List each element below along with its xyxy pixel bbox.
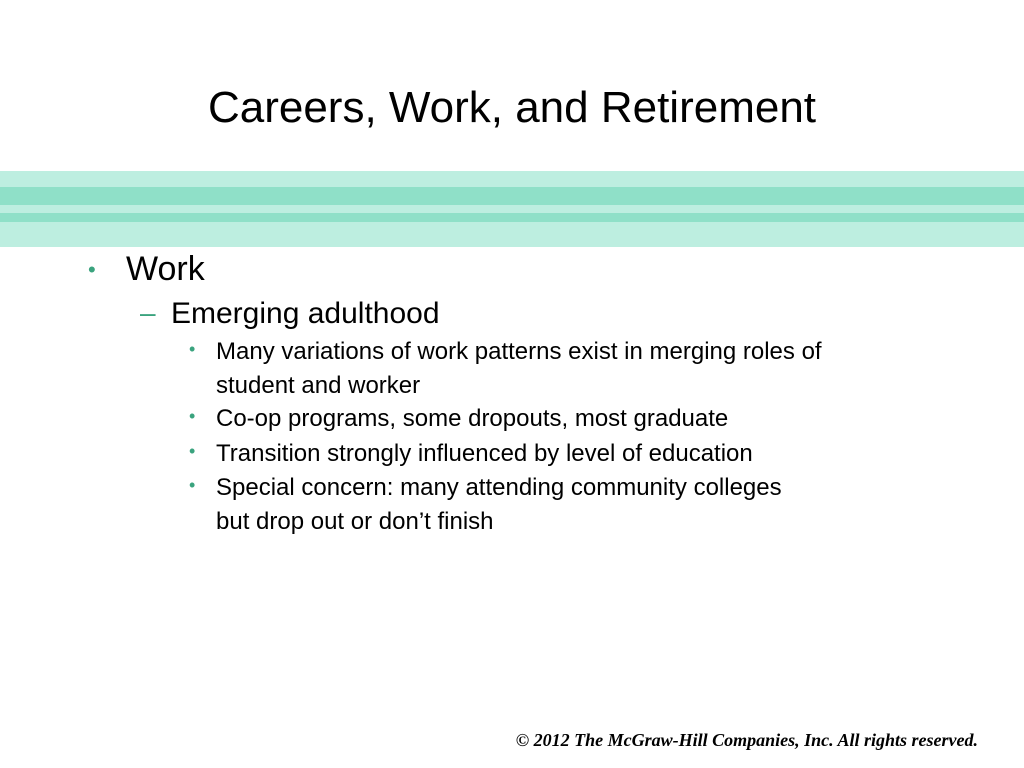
- bullet-dot-icon: •: [189, 406, 196, 426]
- bullet-text-line: Special concern: many attending community colleges: [216, 474, 782, 501]
- bullet-text-line: Transition strongly influenced by level of education: [216, 440, 753, 467]
- bullet-text-line: student and worker: [216, 372, 421, 399]
- bullet-text-line: but drop out or don’t finish: [216, 508, 494, 535]
- bullet-text: Work: [126, 250, 205, 288]
- bullet-dot-icon: •: [189, 475, 196, 495]
- dash-icon: –: [140, 297, 156, 328]
- bullet-dot-icon: •: [189, 441, 196, 461]
- bullet-text-line: Many variations of work patterns exist in merging roles of: [216, 338, 822, 365]
- bullet-dot-icon: •: [88, 257, 96, 282]
- bullet-dot-icon: •: [189, 339, 196, 359]
- bullet-text-line: Co-op programs, some dropouts, most graduate: [216, 405, 729, 432]
- slide-title: Careers, Work, and Retirement: [207, 83, 817, 132]
- bullet-text: Emerging adulthood: [171, 297, 440, 330]
- copyright-footer: © 2012 The McGraw-Hill Companies, Inc. All rights reserved.: [515, 730, 978, 750]
